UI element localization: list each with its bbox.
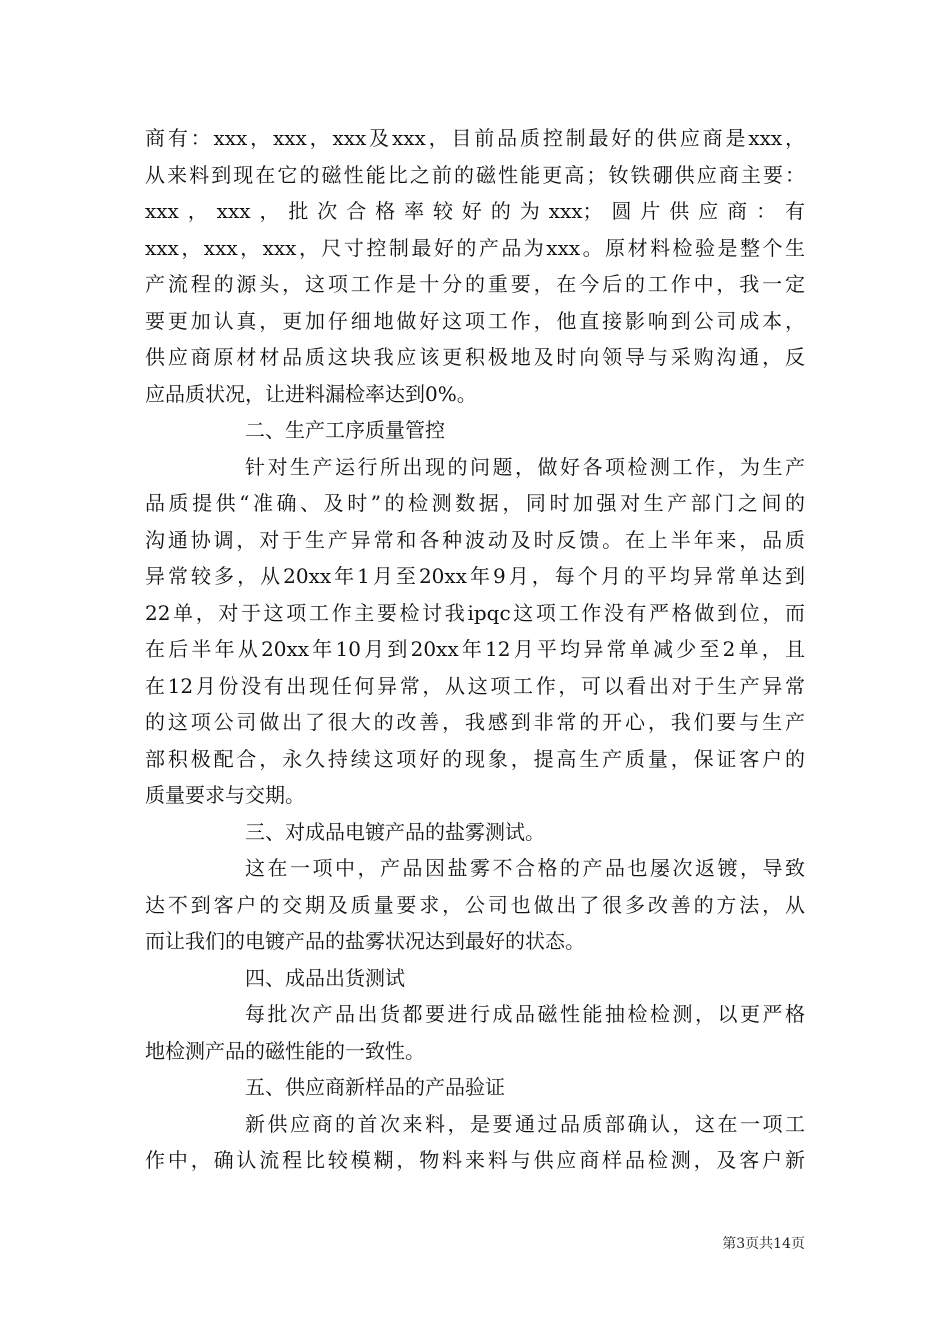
section-heading: 五、供应商新样品的产品验证 — [245, 1075, 505, 1099]
section-heading: 三、对成品电镀产品的盐雾测试。 — [245, 819, 545, 844]
paragraph-first-line: 每批次产品出货都要进行成品磁性能抽检检测，以更严格 — [245, 1002, 805, 1026]
body-line: 部积极配合，永久持续这项好的现象，提高生产质量，保证客户的 — [145, 746, 805, 771]
page-number-footer: 第3页共14页 — [722, 1236, 805, 1252]
section-heading: 二、生产工序质量管控 — [245, 418, 445, 442]
paragraph-first-line: 针对生产运行所出现的问题，做好各项检测工作，为生产 — [245, 454, 805, 479]
body-line: 22单，对于这项工作主要检讨我ipqc这项工作没有严格做到位，而 — [145, 600, 805, 625]
body-line: 要更加认真，更加仔细地做好这项工作，他直接影响到公司成本， — [145, 308, 805, 333]
body-line: 沟通协调，对于生产异常和各种波动及时反馈。在上半年来，品质 — [145, 527, 805, 552]
document-body — [145, 120, 805, 1179]
body-line: xxx，xxx，批次合格率较好的为xxx；圆片供应商：有 — [145, 199, 805, 223]
body-line: 而让我们的电镀产品的盐雾状况达到最好的状态。 — [145, 929, 585, 953]
body-line: 产流程的源头，这项工作是十分的重要，在今后的工作中，我一定 — [145, 272, 805, 296]
body-line: 地检测产品的磁性能的一致性。 — [145, 1038, 425, 1063]
body-line: 作中，确认流程比较模糊，物料来料与供应商样品检测，及客户新 — [145, 1148, 805, 1172]
paragraph-first-line: 新供应商的首次来料，是要通过品质部确认，这在一项工 — [245, 1111, 805, 1136]
body-line: 异常较多，从20xx年1月至20xx年9月，每个月的平均异常单达到 — [145, 564, 805, 588]
body-line: 品质提供“准确、及时”的检测数据，同时加强对生产部门之间的 — [145, 491, 805, 515]
body-line: 质量要求与交期。 — [145, 783, 305, 807]
body-line: 从来料到现在它的磁性能比之前的磁性能更高；钕铁硼供应商主要： — [145, 162, 805, 187]
body-line: xxx，xxx，xxx，尺寸控制最好的产品为xxx。原材料检验是整个生 — [145, 235, 805, 260]
body-line: 供应商原材材品质这块我应该更积极地及时向领导与采购沟通，反 — [145, 345, 805, 369]
body-line: 应品质状况，让进料漏检率达到0%。 — [145, 381, 477, 406]
body-line: 达不到客户的交期及质量要求，公司也做出了很多改善的方法，从 — [145, 892, 805, 917]
section-heading: 四、成品出货测试 — [245, 965, 405, 990]
body-line: 在12月份没有出现任何异常，从这项工作，可以看出对于生产异常 — [145, 673, 805, 698]
body-line: 商有：xxx，xxx，xxx及xxx，目前品质控制最好的供应商是xxx， — [145, 126, 805, 150]
body-line: 的这项公司做出了很大的改善，我感到非常的开心，我们要与生产 — [145, 710, 805, 734]
body-line: 在后半年从20xx年10月到20xx年12月平均异常单减少至2单，且 — [145, 637, 805, 661]
paragraph-first-line: 这在一项中，产品因盐雾不合格的产品也屡次返镀，导致 — [245, 856, 805, 880]
